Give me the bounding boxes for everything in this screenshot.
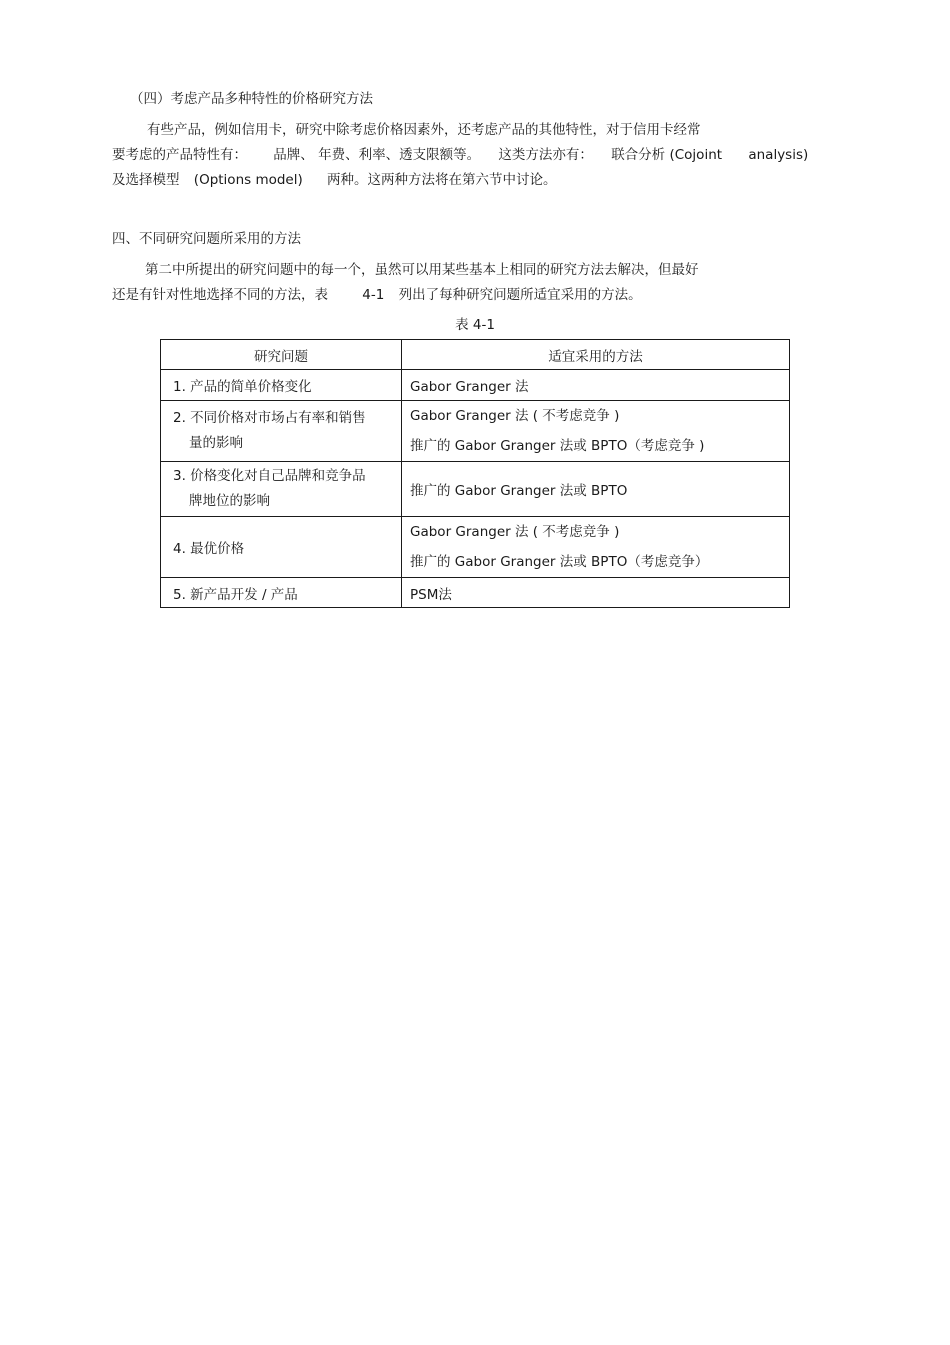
paragraph-line: 第二中所提出的研究问题中的每一个，虽然可以用某些基本上相同的研究方法去解决，但最好	[145, 262, 699, 278]
method-text: Gabor Granger 法	[410, 379, 529, 395]
text-span: 及选择模型	[112, 172, 180, 188]
text-span: 4-1	[362, 287, 385, 303]
method-text: PSM法	[410, 586, 452, 603]
table-caption: 表 4-1	[455, 317, 495, 333]
question-text: 4. 最优价格	[173, 541, 245, 557]
table-header-row	[161, 340, 790, 370]
text-span: 两种。这两种方法将在第六节中讨论。	[327, 172, 557, 188]
text-span: 品牌、 年费、利率、透支限额等。	[273, 147, 481, 163]
text-span: 列出了每种研究问题所适宜采用的方法。	[398, 287, 642, 303]
question-text: 量的影响	[189, 435, 243, 451]
question-text: 1. 产品的简单价格变化	[173, 379, 312, 395]
question-cell	[161, 517, 402, 578]
method-cell	[402, 578, 790, 608]
method-cell	[402, 370, 790, 401]
question-cell	[161, 462, 402, 517]
paragraph-line	[112, 171, 557, 189]
method-text: 推广的 Gabor Granger 法或 BPTO（考虑竞争 )	[410, 438, 705, 454]
text-span: 这类方法亦有：	[498, 147, 593, 163]
text-span: analysis)	[748, 147, 809, 163]
question-text: 2. 不同价格对市场占有率和销售	[173, 410, 366, 426]
paragraph-line	[112, 286, 642, 304]
table-row	[161, 462, 790, 517]
method-text: Gabor Granger 法 ( 不考虑竞争 )	[410, 408, 620, 424]
section-heading: （四）考虑产品多种特性的价格研究方法	[130, 91, 373, 107]
method-text: Gabor Granger 法 ( 不考虑竞争 )	[410, 524, 620, 540]
table-row	[161, 401, 790, 462]
table-row	[161, 578, 790, 608]
table-header-cell: 适宜采用的方法	[402, 340, 790, 370]
table-row	[161, 370, 790, 401]
question-text: 3. 价格变化对自己品牌和竞争品	[173, 468, 366, 484]
paragraph-line	[112, 146, 808, 164]
text-span: (Options model)	[193, 172, 303, 188]
table-header-cell: 研究问题	[161, 340, 402, 370]
method-text: 推广的 Gabor Granger 法或 BPTO	[410, 483, 628, 499]
question-cell	[161, 370, 402, 401]
question-cell	[161, 578, 402, 608]
method-cell	[402, 517, 790, 578]
section-heading: 四、不同研究问题所采用的方法	[112, 231, 301, 247]
methods-table	[160, 339, 790, 608]
method-cell	[402, 401, 790, 462]
table-row	[161, 517, 790, 578]
text-span: 还是有针对性地选择不同的方法，表	[112, 287, 328, 303]
text-span: 要考虑的产品特性有：	[112, 147, 247, 163]
method-cell	[402, 462, 790, 517]
text-span: 联合分析 (Cojoint	[611, 147, 723, 163]
method-text: 推广的 Gabor Granger 法或 BPTO（考虑竞争）	[410, 554, 709, 570]
question-text: 5. 新产品开发 / 产品	[173, 586, 298, 603]
question-text: 牌地位的影响	[189, 493, 270, 509]
question-cell	[161, 401, 402, 462]
paragraph-line: 有些产品，例如信用卡，研究中除考虑价格因素外，还考虑产品的其他特性，对于信用卡经常	[147, 122, 701, 138]
